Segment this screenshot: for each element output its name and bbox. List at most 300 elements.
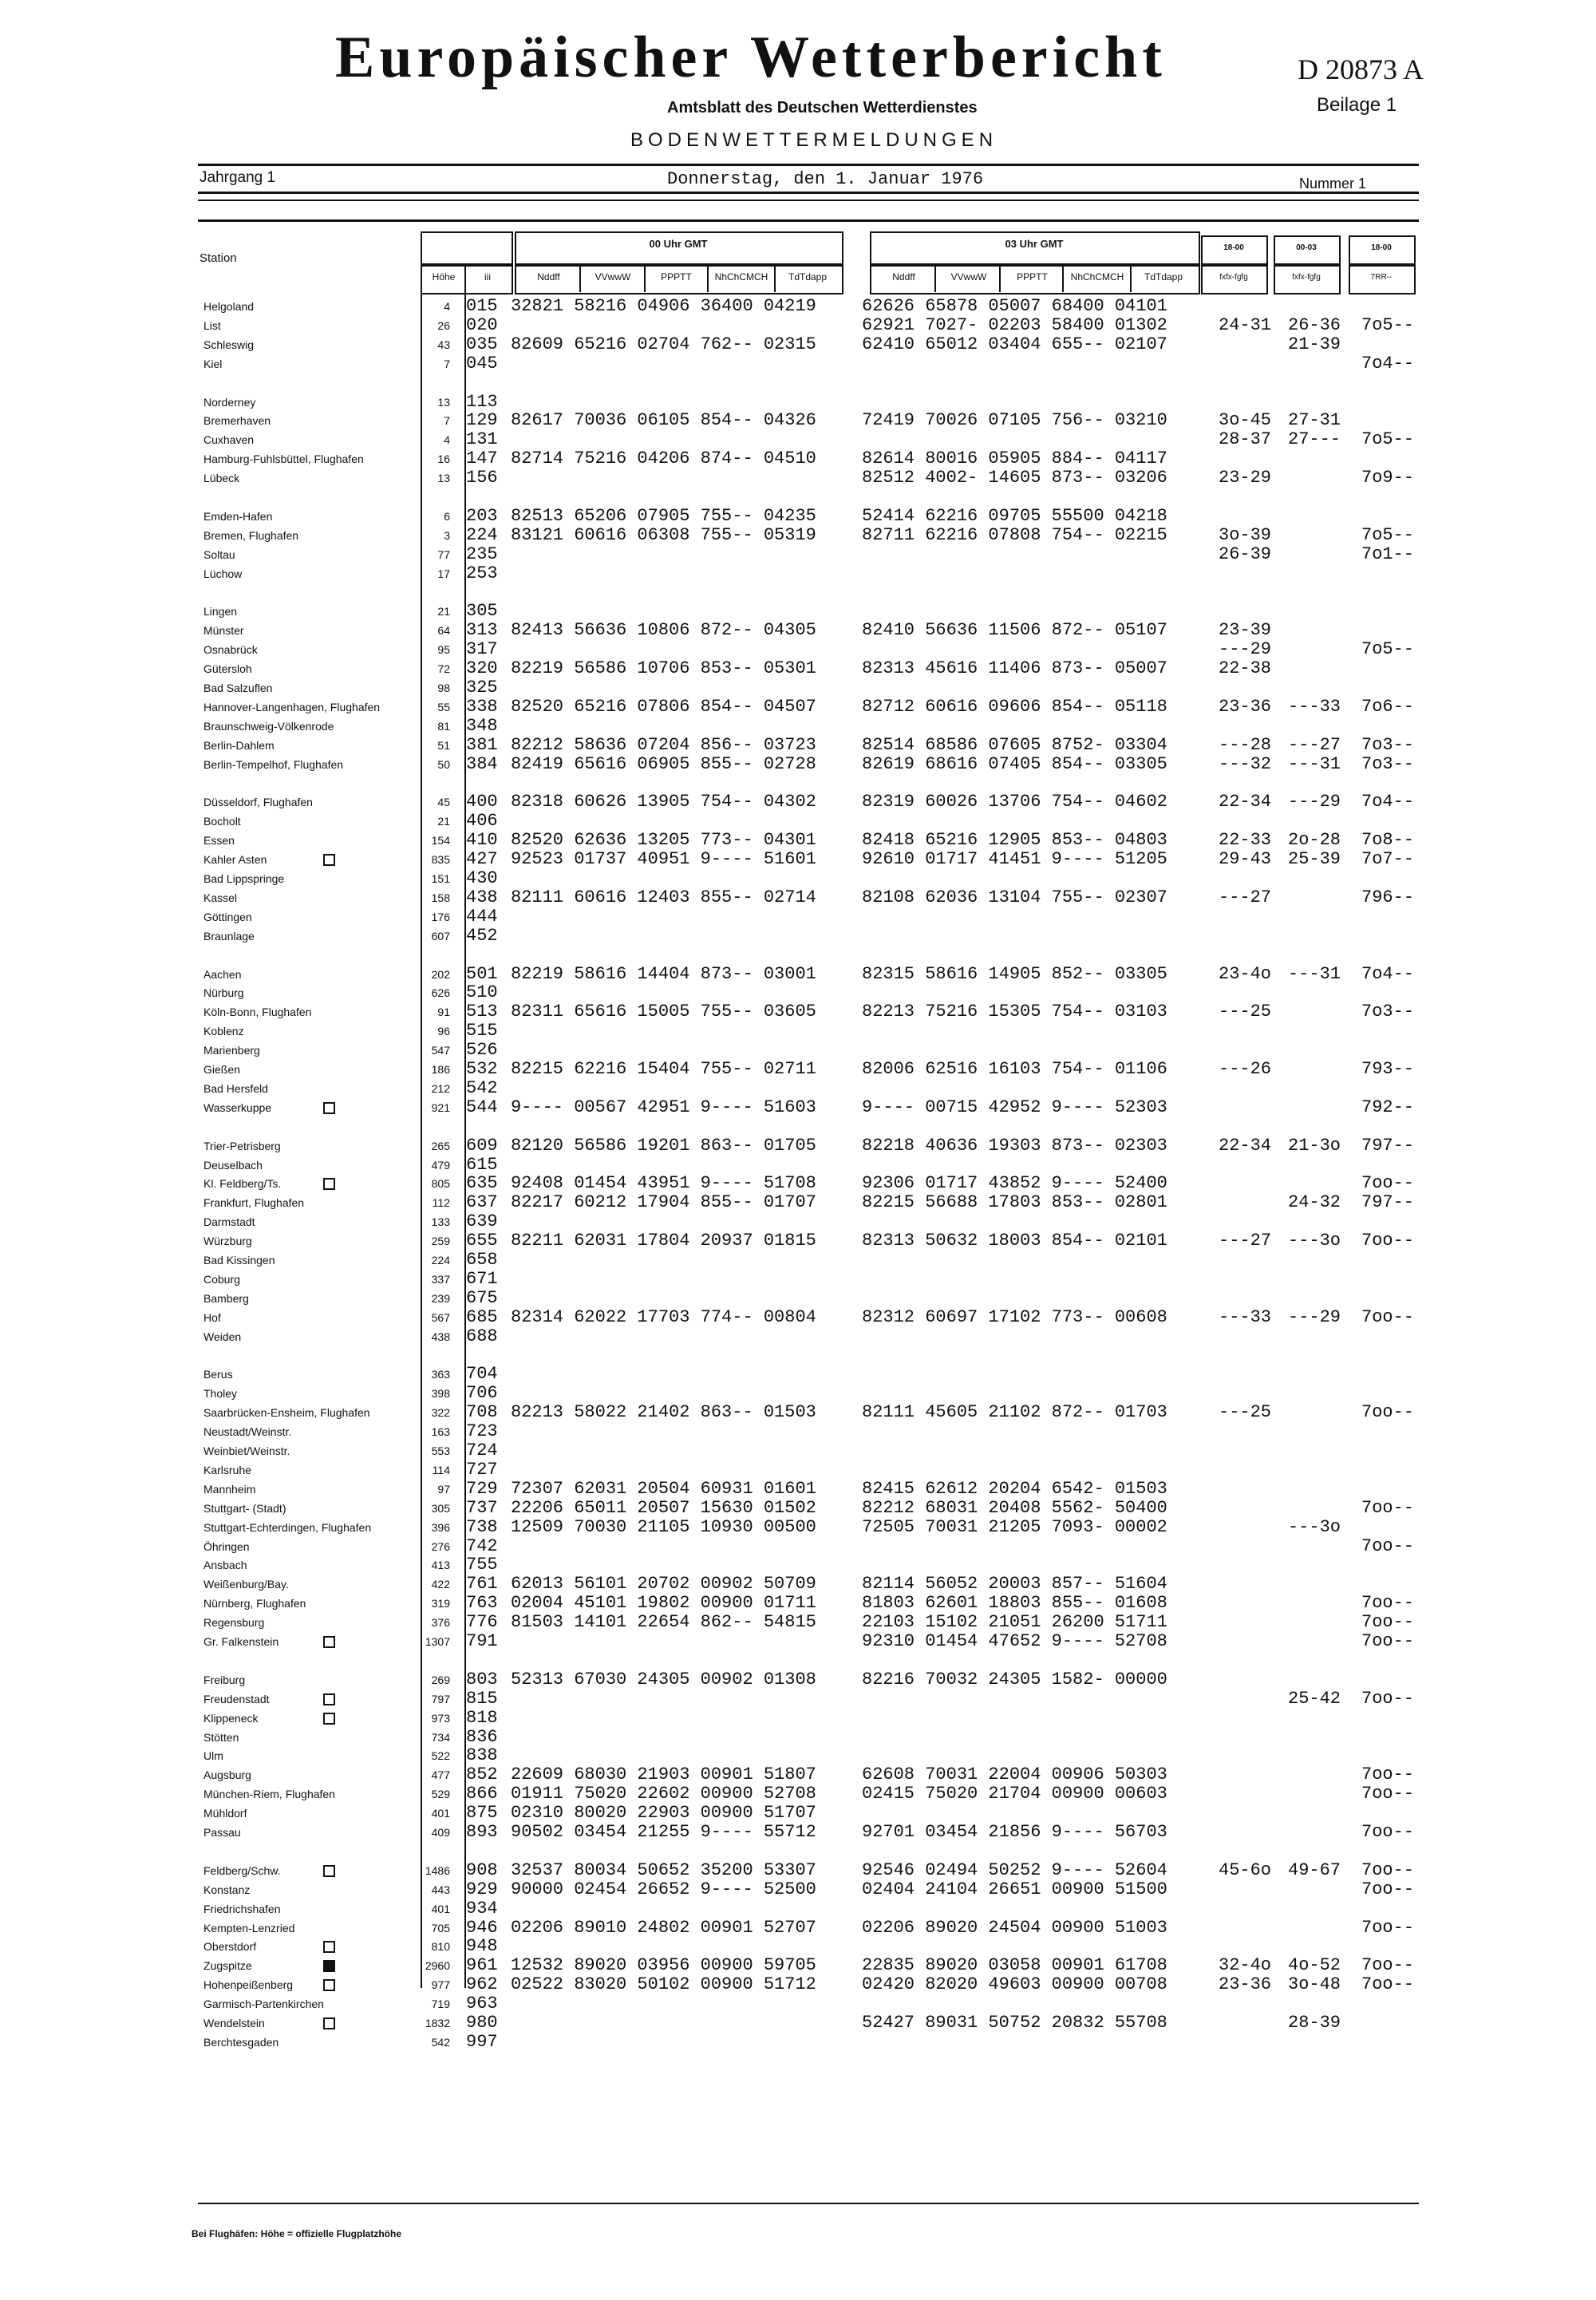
table-row: [0, 1804, 1596, 1823]
obs-03utc: 02404 24104 26651 00900 51500: [862, 1879, 1167, 1899]
station-index: 704: [466, 1364, 498, 1385]
obs-03utc: 02420 82020 49603 00900 00708: [862, 1974, 1167, 1995]
station-height: 154: [431, 834, 450, 848]
obs-03utc: 22103 15102 21051 26200 51711: [862, 1612, 1167, 1633]
header-03-c5: TdTdapp: [1144, 271, 1183, 283]
gust-18-00: 3o-45: [1219, 410, 1272, 431]
precip-18-00: 7oo--: [1361, 1631, 1415, 1651]
table-row: [0, 1079, 1596, 1098]
station-name: Weiden: [203, 1330, 242, 1343]
header-00-c2: VVwwW: [595, 271, 631, 283]
gust-18-00: 22-34: [1219, 1135, 1272, 1156]
mountain-station-marker-icon: [323, 2017, 335, 2029]
header-r1-period: 18-00: [1223, 243, 1244, 252]
table-row: [0, 1709, 1596, 1728]
obs-03utc: 82319 60026 13706 754-- 04602: [862, 792, 1167, 812]
station-height: 1832: [425, 2017, 450, 2029]
precip-18-00: 7oo--: [1361, 1859, 1415, 1880]
precip-18-00: 7oo--: [1361, 1173, 1415, 1194]
gust-18-00: ---33: [1219, 1306, 1272, 1327]
obs-03utc: 82215 56688 17803 853-- 02801: [862, 1192, 1167, 1213]
station-name: Berlin-Tempelhof, Flughafen: [203, 757, 344, 771]
station-height: 973: [431, 1711, 450, 1725]
station-index: 317: [466, 639, 498, 660]
station-index: 776: [466, 1612, 498, 1633]
obs-03utc: 02206 89020 24504 00900 51003: [862, 1917, 1167, 1938]
header-rule-mid2: [198, 200, 1419, 201]
table-row: [0, 736, 1596, 755]
table-row: [0, 1670, 1596, 1689]
station-height: 21: [437, 815, 450, 828]
station-name: Ulm: [203, 1749, 223, 1763]
station-index: 438: [466, 887, 498, 907]
station-height: 176: [431, 910, 450, 923]
station-name: Nürburg: [203, 986, 244, 1000]
footnote: Bei Flughäfen: Höhe = offizielle Flugplatzhöhe: [192, 2228, 402, 2239]
obs-03utc: 02415 75020 21704 00900 00603: [862, 1784, 1167, 1804]
station-height: 398: [431, 1387, 450, 1401]
table-row: [0, 1575, 1596, 1594]
table-row: [0, 755, 1596, 774]
station-height: 95: [437, 643, 450, 657]
station-index: 035: [466, 334, 498, 354]
gust-00-03: 21-39: [1288, 334, 1341, 354]
table-row: [0, 1365, 1596, 1384]
station-name: Wendelstein: [203, 2017, 265, 2029]
obs-00utc: 90502 03454 21255 9---- 55712: [511, 1822, 816, 1842]
station-name: Trier-Petrisberg: [203, 1139, 281, 1152]
station-height: 797: [431, 1692, 450, 1705]
station-index: 444: [466, 906, 498, 927]
gust-00-03: ---33: [1288, 696, 1341, 717]
station-height: 7: [444, 414, 450, 428]
header-divider: [1201, 263, 1268, 267]
station-name: Köln-Bonn, Flughafen: [203, 1006, 312, 1019]
obs-03utc: 82108 62036 13104 755-- 02307: [862, 887, 1167, 907]
station-index: 658: [466, 1250, 498, 1270]
station-height: 7: [444, 357, 450, 370]
table-row: [0, 316, 1596, 335]
station-height: 319: [431, 1597, 450, 1610]
table-row: [0, 1480, 1596, 1499]
table-row: [0, 1765, 1596, 1784]
gust-18-00: 23-4o: [1219, 963, 1272, 984]
station-index: 384: [466, 753, 498, 774]
table-row: [0, 430, 1596, 449]
precip-18-00: 7o3--: [1361, 1002, 1415, 1022]
gust-00-03: ---3o: [1288, 1516, 1341, 1537]
table-row: [0, 564, 1596, 583]
station-name: Freiburg: [203, 1673, 246, 1686]
precip-18-00: 7o4--: [1361, 963, 1415, 984]
gust-18-00: ---25: [1219, 1002, 1272, 1022]
station-index: 671: [466, 1268, 498, 1289]
precip-18-00: 7o3--: [1361, 734, 1415, 755]
report-title: Europäischer Wetterbericht: [335, 25, 1167, 90]
obs-03utc: 82315 58616 14905 852-- 03305: [862, 963, 1167, 984]
table-row: [0, 1937, 1596, 1956]
station-name: Bad Kissingen: [203, 1254, 275, 1267]
station-index: 655: [466, 1231, 498, 1251]
station-index: 515: [466, 1021, 498, 1041]
station-index: 400: [466, 792, 498, 812]
station-name: Kahler Asten: [203, 853, 267, 867]
station-height: 322: [431, 1406, 450, 1420]
station-index: 934: [466, 1898, 498, 1919]
mountain-station-marker-icon: [323, 1636, 335, 1648]
obs-00utc: 82609 65216 02704 762-- 02315: [511, 334, 816, 354]
gust-18-00: 24-31: [1219, 314, 1272, 335]
station-height: 77: [437, 547, 450, 561]
precip-18-00: 7oo--: [1361, 1612, 1415, 1633]
gust-18-00: 23-39: [1219, 620, 1272, 641]
table-row: [0, 1174, 1596, 1193]
gust-18-00: 32-4o: [1219, 1955, 1272, 1976]
station-index: 908: [466, 1859, 498, 1880]
station-height: 81: [437, 719, 450, 733]
station-height: 547: [431, 1044, 450, 1057]
station-index: 156: [466, 468, 498, 488]
table-row: [0, 1899, 1596, 1919]
station-name: Bad Salzuflen: [203, 682, 273, 694]
station-height: 1486: [425, 1863, 450, 1877]
station-height: 734: [431, 1730, 450, 1744]
obs-03utc: 92306 01717 43852 9---- 52400: [862, 1173, 1167, 1194]
station-height: 114: [432, 1463, 450, 1476]
station-name: Hamburg-Fuhlsbüttel, Flughafen: [203, 452, 364, 466]
table-row: [0, 1193, 1596, 1212]
header-00-c3: PPPTT: [661, 271, 692, 283]
table-row: [0, 1613, 1596, 1632]
station-index: 020: [466, 314, 498, 335]
station-index: 706: [466, 1383, 498, 1404]
station-name: Bamberg: [203, 1291, 249, 1305]
obs-00utc: 82111 60616 12403 855-- 02714: [511, 887, 816, 907]
obs-00utc: 72307 62031 20504 60931 01601: [511, 1478, 816, 1499]
publisher-subtitle: Amtsblatt des Deutschen Wetterdienstes: [667, 99, 978, 117]
obs-00utc: 02004 45101 19802 00900 01711: [511, 1593, 816, 1614]
station-height: 151: [431, 872, 450, 885]
station-index: 381: [466, 734, 498, 755]
obs-00utc: 82520 62636 13205 773-- 04301: [511, 830, 816, 851]
station-name: Düsseldorf, Flughafen: [203, 796, 313, 809]
station-name: Neustadt/Weinstr.: [203, 1425, 292, 1439]
station-index: 675: [466, 1287, 498, 1308]
table-row: [0, 1975, 1596, 1994]
obs-03utc: 82712 60616 09606 854-- 05118: [862, 696, 1167, 717]
station-name: Feldberg/Schw.: [203, 1863, 281, 1877]
document-id: D 20873 A: [1298, 53, 1424, 85]
obs-00utc: 12509 70030 21105 10930 00500: [511, 1516, 816, 1537]
header-divider: [515, 263, 843, 267]
gust-00-03: 21-3o: [1288, 1135, 1341, 1156]
gust-00-03: ---3o: [1288, 1231, 1341, 1251]
station-index: 997: [466, 2031, 498, 2052]
station-name: Cuxhaven: [203, 433, 255, 447]
table-row: [0, 1327, 1596, 1346]
header-divider: [464, 263, 466, 292]
obs-00utc: 12532 89020 03956 00900 59705: [511, 1955, 816, 1976]
station-index: 729: [466, 1478, 498, 1499]
station-height: 26: [437, 318, 450, 332]
station-name: Kempten-Lenzried: [203, 1921, 295, 1934]
station-name: Hof: [203, 1310, 221, 1324]
gust-00-03: 4o-52: [1288, 1955, 1341, 1976]
obs-00utc: 82318 60626 13905 754-- 04302: [511, 792, 816, 812]
table-row: [0, 812, 1596, 831]
table-rule-top: [198, 219, 1419, 222]
station-name: Schleswig: [203, 338, 255, 351]
table-row: [0, 1403, 1596, 1422]
station-index: 818: [466, 1707, 498, 1728]
station-name: Würzburg: [203, 1235, 252, 1248]
station-name: Garmisch-Partenkirchen: [203, 1998, 324, 2011]
station-height: 409: [431, 1826, 450, 1839]
table-row: [0, 774, 1596, 793]
station-name: Aachen: [203, 967, 242, 981]
table-row: [0, 1231, 1596, 1251]
obs-03utc: 82415 62612 20204 6542- 01503: [862, 1478, 1167, 1499]
station-index: 723: [466, 1421, 498, 1442]
table-row: [0, 1823, 1596, 1842]
header-divider: [934, 263, 936, 292]
precip-18-00: 7oo--: [1361, 1535, 1415, 1556]
station-name: Stuttgart- (Stadt): [203, 1501, 286, 1515]
station-index: 203: [466, 505, 498, 526]
gust-18-00: ---26: [1219, 1059, 1272, 1079]
obs-03utc: 72505 70031 21205 7093- 00002: [862, 1516, 1167, 1537]
station-height: 239: [431, 1291, 450, 1305]
station-name: Essen: [203, 834, 235, 848]
header-r3-label: 7RR--: [1370, 273, 1393, 282]
gust-00-03: 27-31: [1288, 410, 1341, 431]
table-row: [0, 888, 1596, 907]
header-03-c1: Nddff: [892, 271, 915, 283]
station-height: 376: [431, 1616, 450, 1630]
obs-00utc: 52313 67030 24305 00902 01308: [511, 1669, 816, 1689]
station-index: 727: [466, 1459, 498, 1480]
obs-03utc: 82218 40636 19303 873-- 02303: [862, 1135, 1167, 1156]
precip-18-00: 7o3--: [1361, 753, 1415, 774]
gust-00-03: ---29: [1288, 1306, 1341, 1327]
precip-18-00: 7o5--: [1361, 429, 1415, 450]
obs-00utc: 82617 70036 06105 854-- 04326: [511, 410, 816, 431]
table-row: [0, 907, 1596, 927]
station-height: 529: [431, 1788, 450, 1801]
table-row: [0, 1346, 1596, 1365]
station-height: 163: [431, 1425, 450, 1439]
station-name: Frankfurt, Flughafen: [203, 1196, 305, 1210]
station-height: 45: [437, 796, 450, 809]
station-name: Tholey: [203, 1387, 238, 1401]
station-height: 401: [431, 1807, 450, 1820]
section-title: BODENWETTERMELDUNGEN: [630, 129, 998, 151]
obs-03utc: 82216 70032 24305 1582- 00000: [862, 1669, 1167, 1689]
station-index: 803: [466, 1669, 498, 1689]
gust-18-00: 23-36: [1219, 1974, 1272, 1995]
table-row: [0, 1422, 1596, 1441]
obs-03utc: 82313 50632 18003 854-- 02101: [862, 1231, 1167, 1251]
station-height: 51: [437, 738, 450, 752]
obs-00utc: 82413 56636 10806 872-- 04305: [511, 620, 816, 641]
station-index: 015: [466, 296, 498, 316]
station-index: 763: [466, 1593, 498, 1614]
table-row: [0, 1594, 1596, 1613]
station-name: Hohenpeißenberg: [203, 1978, 294, 1992]
station-index: 147: [466, 449, 498, 469]
mountain-station-marker-icon: [323, 854, 335, 866]
obs-00utc: 82513 65206 07905 755-- 04235: [511, 505, 816, 526]
precip-18-00: 7o8--: [1361, 830, 1415, 851]
obs-00utc: 9---- 00567 42951 9---- 51603: [511, 1097, 816, 1117]
station-index: 430: [466, 868, 498, 888]
station-height: 542: [431, 2035, 450, 2049]
table-row: [0, 983, 1596, 1002]
station-index: 410: [466, 830, 498, 851]
mountain-station-marker-icon: [323, 1865, 335, 1877]
obs-00utc: 81503 14101 22654 862-- 54815: [511, 1612, 816, 1633]
precip-18-00: 792--: [1361, 1097, 1415, 1117]
header-rule-top: [198, 164, 1419, 166]
station-height: 64: [437, 624, 450, 638]
obs-03utc: 72419 70026 07105 756-- 03210: [862, 410, 1167, 431]
header-03-c4: NhChCMCH: [1070, 271, 1124, 283]
precip-18-00: 7oo--: [1361, 1306, 1415, 1327]
station-name: Mannheim: [203, 1482, 256, 1496]
obs-03utc: 62608 70031 22004 00906 50303: [862, 1765, 1167, 1785]
precip-18-00: 7oo--: [1361, 1822, 1415, 1842]
gust-00-03: ---29: [1288, 792, 1341, 812]
obs-00utc: 82215 62216 15404 755-- 02711: [511, 1059, 816, 1079]
header-divider: [707, 263, 709, 292]
gust-18-00: 28-37: [1219, 429, 1272, 450]
obs-03utc: 82711 62216 07808 754-- 02215: [862, 524, 1167, 545]
table-row: [0, 373, 1596, 393]
table-row: [0, 507, 1596, 526]
station-index: 510: [466, 982, 498, 1003]
table-row: [0, 1555, 1596, 1575]
obs-03utc: 82512 4002- 14605 873-- 03206: [862, 468, 1167, 488]
station-index: 532: [466, 1059, 498, 1079]
station-index: 129: [466, 410, 498, 431]
header-iii: iii: [484, 271, 491, 283]
station-index: 305: [466, 601, 498, 622]
station-height: 269: [431, 1673, 450, 1686]
station-name: Osnabrück: [203, 643, 258, 657]
gust-18-00: ---27: [1219, 1231, 1272, 1251]
station-name: Lüchow: [203, 567, 243, 580]
precip-18-00: 7o4--: [1361, 353, 1415, 373]
obs-03utc: 82213 75216 15305 754-- 03103: [862, 1002, 1167, 1022]
obs-00utc: 62013 56101 20702 00902 50709: [511, 1574, 816, 1595]
obs-00utc: 92523 01737 40951 9---- 51601: [511, 849, 816, 870]
station-index: 615: [466, 1154, 498, 1175]
station-name: Berchtesgaden: [203, 2035, 279, 2049]
table-row: [0, 1060, 1596, 1079]
gust-00-03: ---31: [1288, 963, 1341, 984]
station-index: 685: [466, 1306, 498, 1327]
station-name: Friedrichshafen: [203, 1902, 281, 1915]
obs-00utc: 02206 89010 24802 00901 52707: [511, 1917, 816, 1938]
table-row: [0, 1518, 1596, 1537]
station-name: Marienberg: [203, 1044, 260, 1057]
table-row: [0, 297, 1596, 316]
mountain-station-marker-icon: [323, 1178, 335, 1190]
station-index: 961: [466, 1955, 498, 1976]
precip-18-00: 7oo--: [1361, 1402, 1415, 1423]
header-r1-label: fxfx-fgfg: [1219, 273, 1248, 282]
obs-00utc: 02310 80020 22903 00900 51707: [511, 1803, 816, 1824]
obs-00utc: 92408 01454 43951 9---- 51708: [511, 1173, 816, 1194]
station-index: 737: [466, 1497, 498, 1518]
gust-00-03: ---27: [1288, 734, 1341, 755]
station-index: 501: [466, 963, 498, 984]
table-row: [0, 1784, 1596, 1804]
station-index: 427: [466, 849, 498, 870]
table-row: [0, 869, 1596, 888]
station-name: Bad Lippspringe: [203, 872, 285, 885]
mountain-station-marker-icon: [323, 1941, 335, 1953]
station-height: 337: [431, 1272, 450, 1286]
table-row: [0, 1632, 1596, 1651]
precip-18-00: 7o4--: [1361, 792, 1415, 812]
station-name: Emden-Hafen: [203, 509, 273, 523]
station-name: Bocholt: [203, 815, 241, 828]
station-height: 17: [437, 567, 450, 580]
obs-00utc: 01911 75020 22602 00900 52708: [511, 1784, 816, 1804]
station-height: 305: [431, 1501, 450, 1515]
header-divider: [421, 263, 513, 267]
obs-00utc: 83121 60616 06308 755-- 05319: [511, 524, 816, 545]
station-height: 810: [431, 1940, 450, 1954]
station-index: 526: [466, 1040, 498, 1061]
station-height: 363: [431, 1368, 450, 1381]
header-hoehe: Höhe: [432, 271, 456, 283]
precip-18-00: 7oo--: [1361, 1955, 1415, 1976]
station-height: 97: [437, 1482, 450, 1496]
obs-00utc: 82219 58616 14404 873-- 03001: [511, 963, 816, 984]
station-name: Lingen: [203, 605, 238, 618]
header-r3-period: 18-00: [1371, 243, 1392, 252]
station-name: Braunschweig-Völkenrode: [203, 719, 334, 733]
station-name: Stuttgart-Echterdingen, Flughafen: [203, 1520, 372, 1534]
obs-03utc: 62626 65878 05007 68400 04101: [862, 296, 1167, 316]
station-name: Koblenz: [203, 1025, 244, 1038]
table-row: [0, 850, 1596, 869]
precip-18-00: 7o1--: [1361, 543, 1415, 564]
station-index: 836: [466, 1726, 498, 1747]
header-03-c2: VVwwW: [950, 271, 987, 283]
table-row: [0, 354, 1596, 373]
station-height: 719: [431, 1998, 450, 2011]
station-index: 045: [466, 353, 498, 373]
station-name: Ansbach: [203, 1559, 247, 1572]
table-row: [0, 717, 1596, 736]
table-row: [0, 449, 1596, 468]
station-height: 3: [444, 528, 450, 542]
table-row: [0, 792, 1596, 812]
header-divider: [1062, 263, 1064, 292]
obs-00utc: 82311 65616 15005 755-- 03605: [511, 1002, 816, 1022]
precip-18-00: 7oo--: [1361, 1688, 1415, 1709]
table-row: [0, 1689, 1596, 1709]
header-group-00: 00 Uhr GMT: [649, 238, 708, 250]
gust-18-00: 23-29: [1219, 468, 1272, 488]
obs-03utc: 9---- 00715 42952 9---- 52303: [862, 1097, 1167, 1117]
station-name: Passau: [203, 1826, 241, 1839]
station-name: Zugspitze: [203, 1959, 252, 1973]
station-index: 948: [466, 1936, 498, 1957]
